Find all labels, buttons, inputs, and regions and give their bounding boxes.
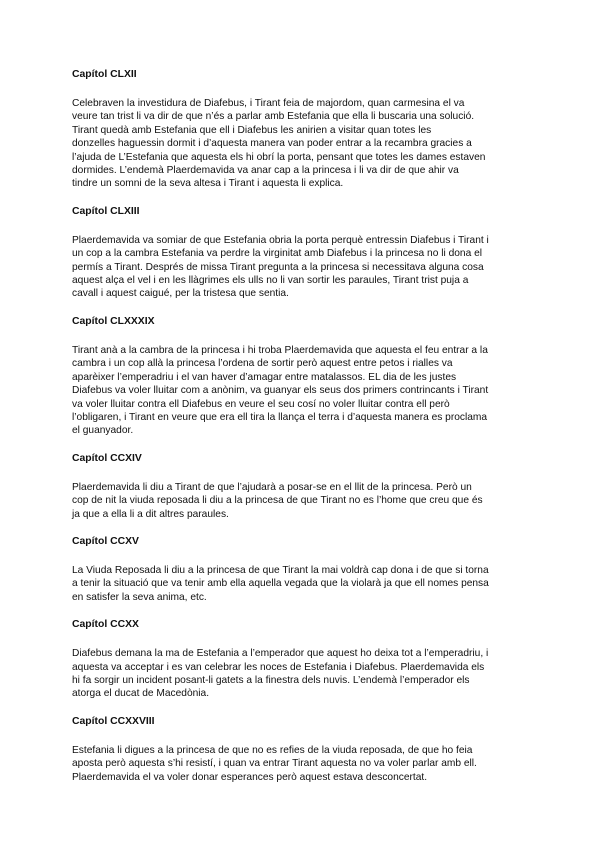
paragraph-line: cambra i un cop allà la princesa l’ordena de sortir però aquest entre petos i rialles va (72, 358, 453, 370)
paragraph-line: veure tan trist li va dir de que n’és a parlar amb Estefania que ella li buscaria una solució. (72, 111, 475, 123)
chapter-heading: Capítol CLXII (72, 69, 137, 80)
chapter-heading: Capítol CCXX (72, 619, 139, 631)
paragraph-line: un cop a la cambra Estefania va perdre la virginitat amb Diafebus i la princesa no li dona el (72, 248, 482, 260)
paragraph-line: dormides. L’endemà Plaerdemavida va anar cap a la princesa i li va dir de que ahir va (72, 165, 459, 177)
chapter-section (72, 68, 532, 191)
paragraph-line: ja que a ella li a dit altres paraules. (72, 508, 229, 520)
chapter-heading: Capítol CCXXVIII (72, 715, 155, 727)
chapter-section (72, 535, 532, 604)
chapter-paragraph (72, 744, 532, 784)
paragraph-line: a tenir la situació que va tenir amb ella aquella vegada que la violarà ja que ell nomes pensa (72, 578, 489, 590)
chapter-paragraph (72, 234, 532, 301)
chapter-heading: Capítol CCXV (72, 535, 139, 547)
chapter-section (72, 618, 532, 701)
chapter-heading: Capítol CLXIII (72, 205, 140, 217)
paragraph-line: La Viuda Reposada li diu a la princesa de que Tirant la mai voldrà cap dona i de que si torna (72, 564, 489, 576)
paragraph-line: aquesta va acceptar i es van celebrar les noces de Estefania i Diafebus. Plaerdemavida els (72, 661, 485, 673)
paragraph-line: l’obligaren, i Tirant en veure que era ell tira la llança el terra i d’aquesta manera es proclama (72, 411, 488, 423)
paragraph-line: cavall i aquest caigué, per la tristesa que sentia. (72, 288, 289, 300)
chapter-paragraph (72, 647, 532, 701)
chapter-paragraph (72, 344, 532, 438)
paragraph-line: atorga el ducat de Macedònia. (72, 688, 210, 700)
paragraph-line: cop de nit la viuda reposada li diu a la princesa de que Tirant no es l’home que creu que és (72, 495, 483, 507)
chapter-section (72, 715, 532, 784)
paragraph-line: hi fa sorgir un incident posant-li gatets a la finestra dels nuvis. L’endemà l’emperador els (72, 674, 470, 686)
chapter-paragraph (72, 564, 532, 604)
paragraph-line: Plaerdemavida li diu a Tirant de que l’ajudarà a posar-se en el llit de la princesa. Però un (72, 481, 472, 493)
paragraph-line: Estefania li digues a la princesa de que no es refies de la viuda reposada, de que ho feia (72, 744, 473, 756)
document-page (72, 68, 532, 798)
chapter-section (72, 205, 532, 301)
paragraph-line: Diafebus demana la ma de Estefania a l’emperador que aquest ho deixa tot a l’emperadriu, i (72, 648, 489, 660)
paragraph-line: aquest alça el vel i en les llàgrimes els ulls no li van sortir les paraules, Tirant trist puja a (72, 275, 469, 287)
paragraph-line: Diafebus va voler lluitar com a anònim, va guanyar els seus dos primers contrincants i Tirant (72, 385, 489, 397)
paragraph-line: aparèixer l’emperadriu i el van haver d’amagar entre matalassos. EL dia de les justes (72, 371, 457, 383)
paragraph-line: Plaerdemavida va somiar de que Estefania obria la porta perquè entressin Diafebus i Tirant i (72, 234, 489, 246)
paragraph-line: permís a Tirant. Després de missa Tirant pregunta a la princesa si necessitava alguna cosa (72, 261, 484, 273)
paragraph-line: aposta però aquesta s’hi resistí, i quan va entrar Tirant aquesta no va voler parlar amb ell. (72, 758, 477, 770)
paragraph-line: Celebraven la investidura de Diafebus, i Tirant feia de majordom, quan carmesina el va (72, 98, 465, 109)
paragraph-line: l’ajuda de L’Estefania que aquesta els hi obrí la porta, pensant que totes les dames estaven (72, 151, 486, 163)
chapter-heading: Capítol CLXXXIX (72, 315, 155, 327)
paragraph-line: en satisfer la seva anima, etc. (72, 591, 207, 603)
chapter-paragraph (72, 97, 532, 191)
paragraph-line: Tirant anà a la cambra de la princesa i hi troba Plaerdemavida que aquesta el feu entrar a la (72, 344, 488, 356)
paragraph-line: tindre un somni de la seva altesa i Tirant i aquesta li explica. (72, 178, 344, 190)
chapter-heading: Capítol CCXIV (72, 452, 142, 464)
paragraph-line: el guanyador. (72, 425, 134, 437)
chapter-section (72, 315, 532, 438)
paragraph-line: donzelles haguessin dormit i d’aquesta manera van poder entrar a la recambra gracies a (72, 138, 472, 150)
paragraph-line: va voler lluitar contra ell Diafebus en veure el seu cosí no voler lluitar contra ell però (72, 398, 450, 410)
chapter-paragraph (72, 481, 532, 521)
paragraph-line: Tirant quedà amb Estefania que ell i Diafebus les anirien a visitar quan totes les (72, 124, 432, 136)
chapter-section (72, 452, 532, 521)
paragraph-line: Plaerdemavida el va voler donar esperances però aquest estava desconcertat. (72, 771, 428, 783)
